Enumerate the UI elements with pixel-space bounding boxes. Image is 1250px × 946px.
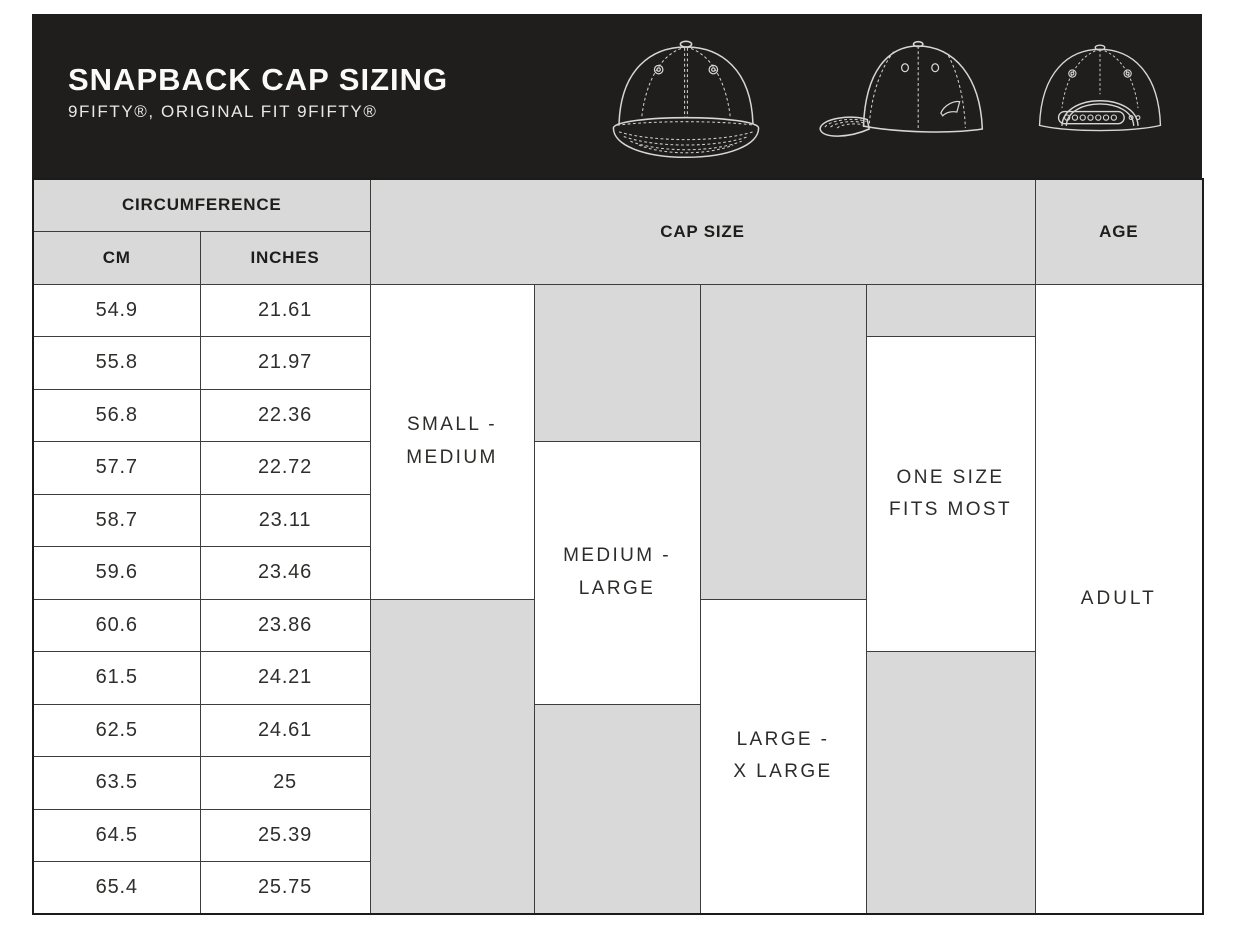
inches-header: INCHES xyxy=(200,231,370,284)
gray-band-cell xyxy=(866,284,1035,337)
size-cell-large-xlarge xyxy=(700,599,866,914)
inches-value: 23.86 xyxy=(200,599,370,652)
size-label-line: FITS MOST xyxy=(889,499,1012,520)
size-label-line: MEDIUM - xyxy=(563,545,671,567)
inches-value: 22.36 xyxy=(200,389,370,442)
cap-front-icon xyxy=(586,30,786,162)
size-label-line: ONE SIZE xyxy=(896,466,1005,488)
cm-value: 65.4 xyxy=(33,862,200,915)
cm-value: 61.5 xyxy=(33,652,200,705)
size-label-line: MEDIUM xyxy=(406,446,498,468)
title-block xyxy=(32,62,448,123)
gray-band-cell xyxy=(370,599,534,914)
sizing-chart xyxy=(32,14,1202,915)
gray-band-cell xyxy=(866,652,1035,915)
page-subtitle: 9FIFTY®, ORIGINAL FIT 9FIFTY® xyxy=(68,102,378,122)
cm-value: 58.7 xyxy=(33,494,200,547)
age-value-cell: ADULT xyxy=(1035,284,1203,914)
inches-value: 21.97 xyxy=(200,337,370,390)
cm-value: 60.6 xyxy=(33,599,200,652)
size-label-line: SMALL - xyxy=(406,414,497,436)
cap-back-icon xyxy=(1024,30,1176,162)
cm-value: 59.6 xyxy=(33,547,200,600)
size-label-line: LARGE xyxy=(578,577,656,599)
inches-value: 25 xyxy=(200,757,370,810)
inches-value: 21.61 xyxy=(200,284,370,337)
table-row xyxy=(33,284,1203,337)
cm-value: 63.5 xyxy=(33,757,200,810)
cm-value: 56.8 xyxy=(33,389,200,442)
inches-value: 23.11 xyxy=(200,494,370,547)
age-header: AGE xyxy=(1035,179,1203,284)
cm-header: CM xyxy=(33,231,200,284)
page-title: SNAPBACK CAP SIZING xyxy=(68,61,449,97)
inches-value: 24.61 xyxy=(200,704,370,757)
size-cell-one-size-fits-most xyxy=(866,337,1035,652)
inches-value: 25.39 xyxy=(200,809,370,862)
gray-band-cell xyxy=(534,704,700,914)
sizing-table xyxy=(32,178,1204,915)
cap-side-icon xyxy=(810,30,1000,162)
cm-value: 64.5 xyxy=(33,809,200,862)
cap-size-header: CAP SIZE xyxy=(370,179,1035,284)
inches-value: 24.21 xyxy=(200,652,370,705)
inches-value: 22.72 xyxy=(200,442,370,495)
gray-band-cell xyxy=(700,284,866,599)
circumference-header: CIRCUMFERENCE xyxy=(33,179,370,231)
cm-value: 62.5 xyxy=(33,704,200,757)
cap-illustrations xyxy=(586,30,1202,162)
gray-band-cell xyxy=(534,284,700,442)
size-cell-small-medium xyxy=(370,284,534,599)
inches-value: 23.46 xyxy=(200,547,370,600)
cm-value: 54.9 xyxy=(33,284,200,337)
cm-value: 55.8 xyxy=(33,337,200,390)
size-cell-medium-large xyxy=(534,442,700,705)
cm-value: 57.7 xyxy=(33,442,200,495)
size-label-line: X LARGE xyxy=(733,761,833,783)
banner xyxy=(32,14,1202,178)
size-label-line: LARGE - xyxy=(736,728,830,750)
inches-value: 25.75 xyxy=(200,862,370,915)
